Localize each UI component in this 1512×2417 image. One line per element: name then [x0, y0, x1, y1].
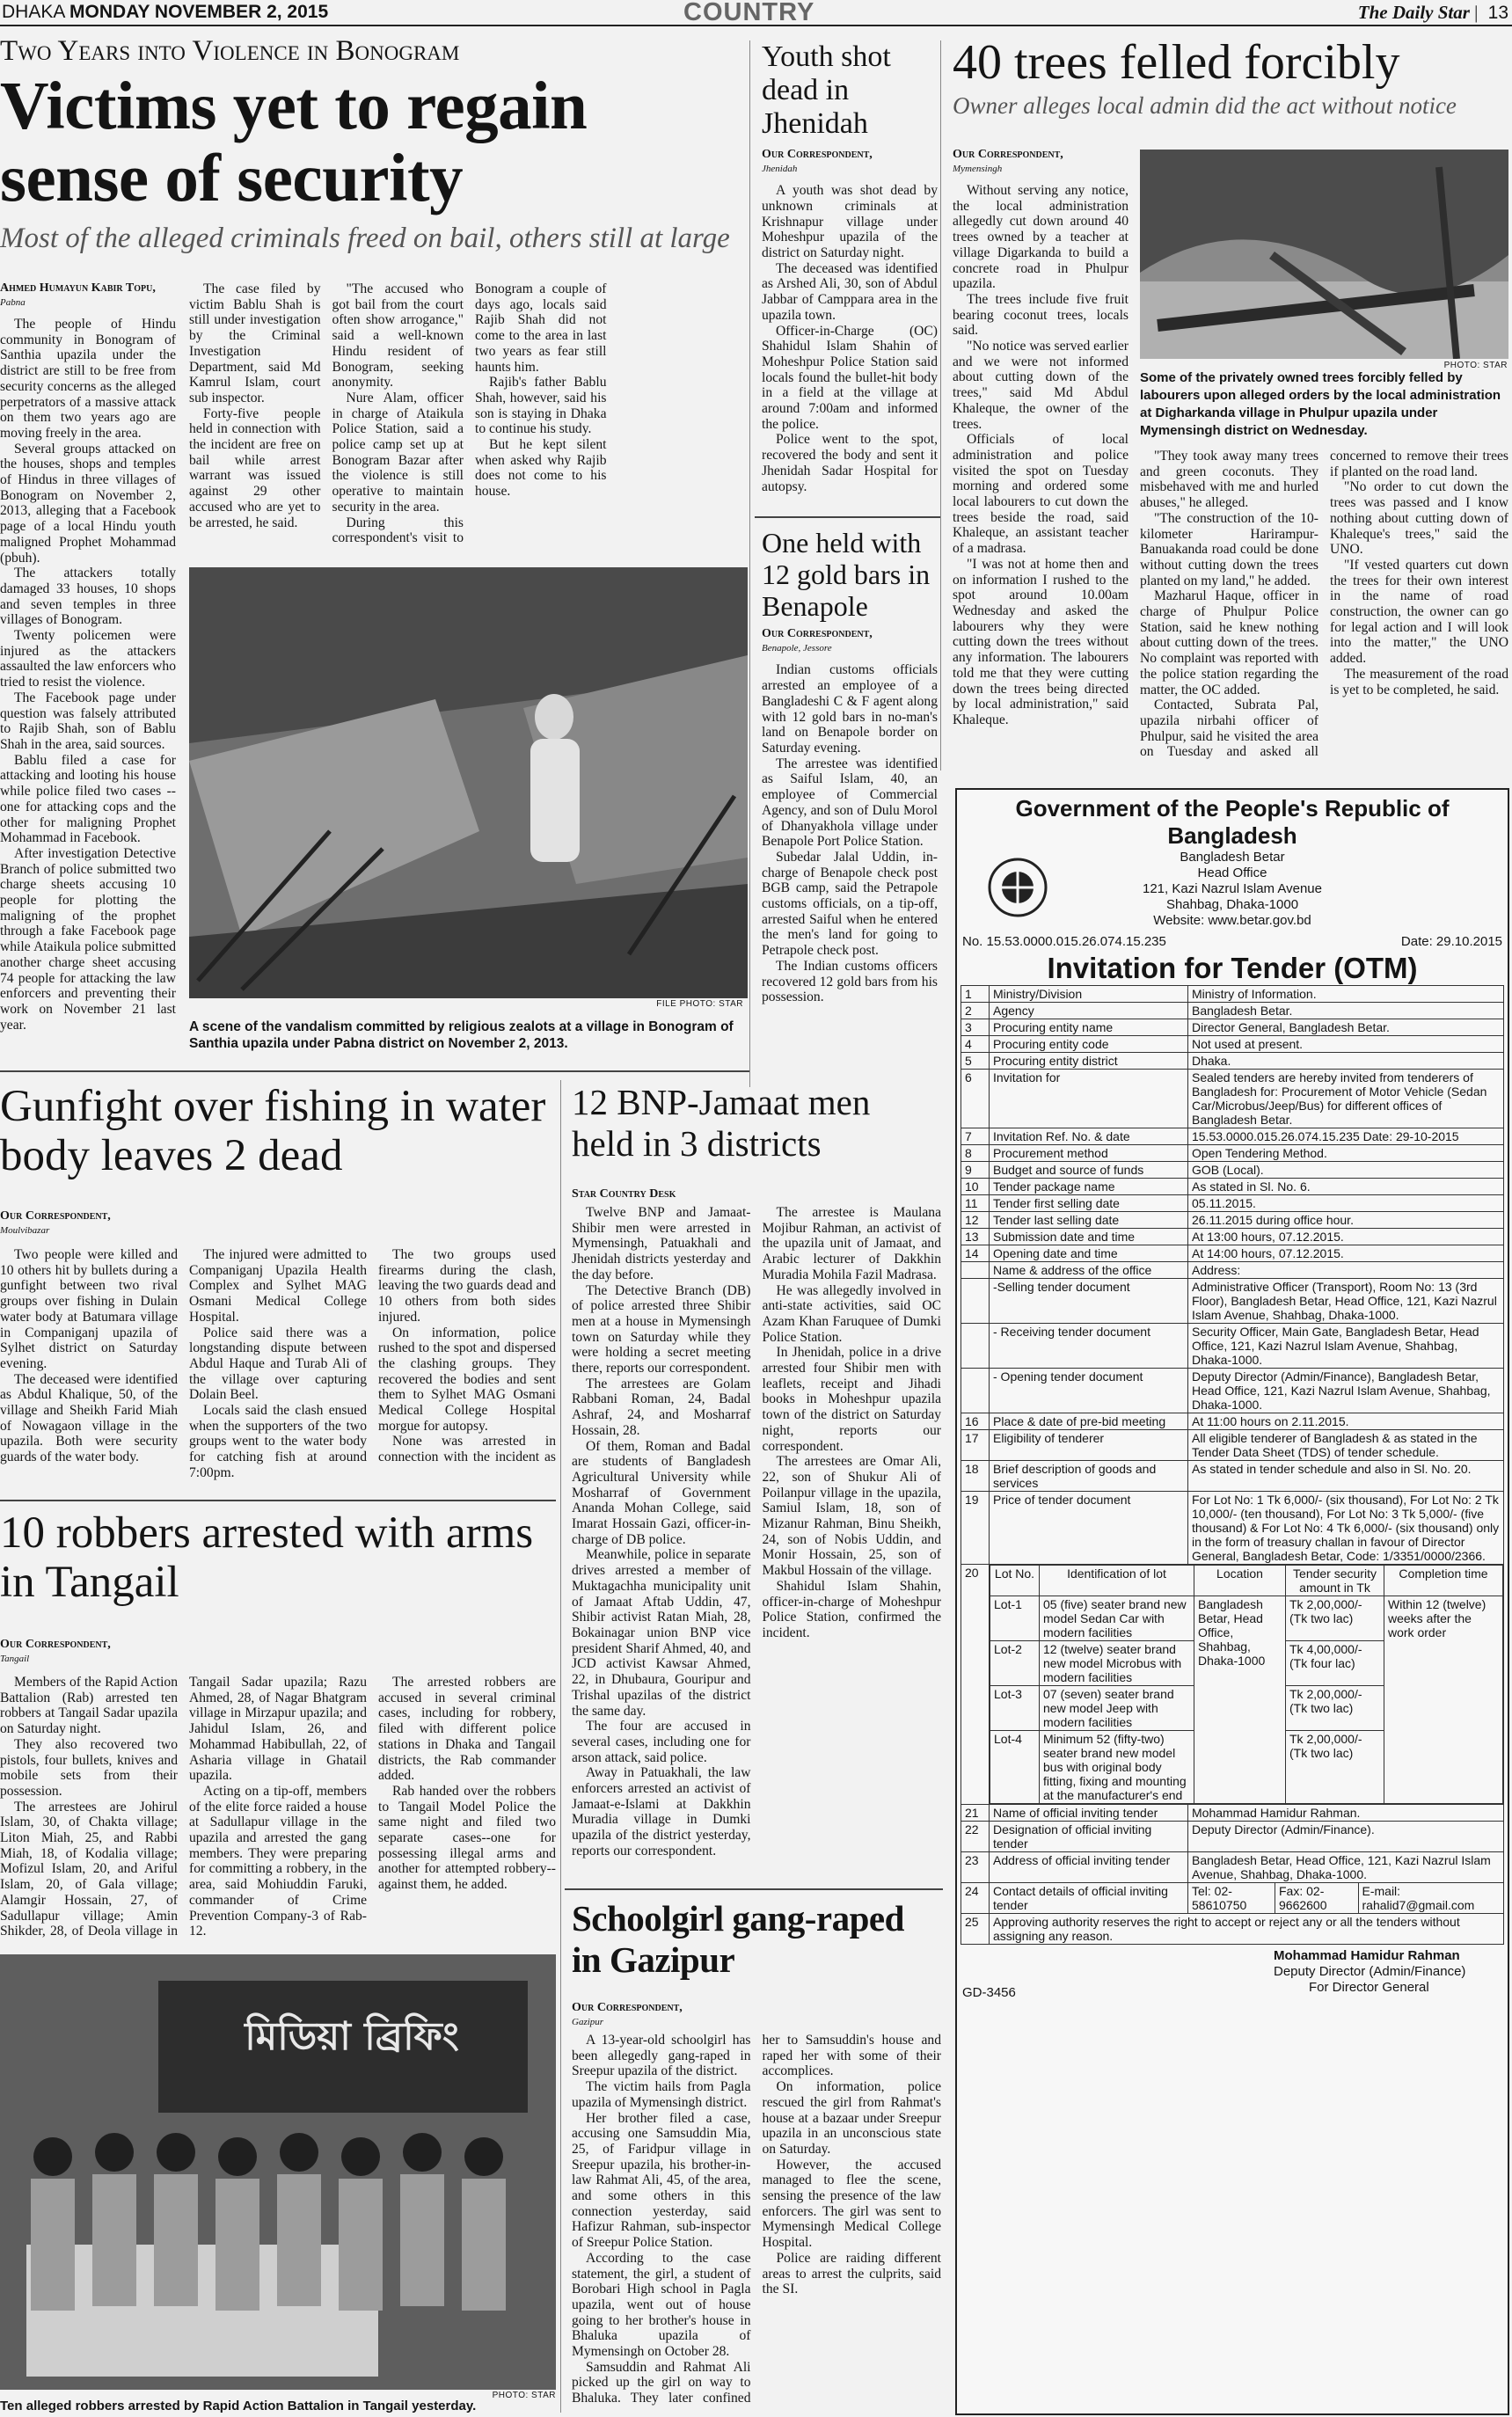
article-deck: Most of the alleged criminals freed on bail, others still at large	[0, 223, 730, 255]
tender-row	[961, 1195, 1504, 1212]
tender-row	[961, 986, 1504, 1003]
article-body: A youth was shot dead by unknown criminals at Krishnapur village under Moheshpur upazila of the district on Saturday night. The deceased was identified as Arshed Ali, 30, son of Abdul Jabbar of Camppara area in the upazila town. Officer-in-Charge (OC) Shahidul Islam Shahin of Moheshpur Police Station said locals found the bullet-hit body in a field at the village at around 7:00am and informed the police. Police went to the spot, recovered the body and sent it Jhenidah Sadar Hospital for autopsy.	[762, 183, 938, 494]
tender-row	[961, 1245, 1504, 1262]
ad-date: Date: 29.10.2015	[1400, 934, 1502, 949]
ad-city: Shahbag, Dhaka-1000	[1165, 897, 1299, 912]
row-field: - Opening tender document	[990, 1369, 1188, 1413]
vandalism-photo	[189, 567, 748, 998]
lot-description: Minimum 52 (fifty-two) seater brand new model bus with original body fitting, fixing and mounting at the manufacturer's end	[1040, 1731, 1194, 1804]
row-field: Name & address of the office	[990, 1262, 1188, 1279]
lot-header-row	[990, 1566, 1503, 1596]
row-field: - Receiving tender document	[990, 1324, 1188, 1369]
row-field: Tender package name	[990, 1179, 1188, 1195]
lot-row	[961, 1564, 1504, 1805]
photo-caption: Some of the privately owned trees forcibly felled by labourers upon alleged orders by the local administration at Digharkanda village in Phulpur upazila under Mymensingh district on Wednesday.	[1140, 370, 1501, 438]
row-value: As stated in Sl. No. 6.	[1188, 1179, 1504, 1195]
article-byline: Our Correspondent, Gazipur	[572, 2001, 748, 2029]
row-number	[961, 1369, 990, 1413]
trees-photo	[1140, 150, 1508, 359]
lot-number: Lot-4	[990, 1731, 1040, 1804]
row-field: Budget and source of funds	[990, 1162, 1188, 1179]
article-byline: Our Correspondent, Moulvibazar	[0, 1209, 176, 1238]
lot-location: Bangladesh Betar, Head Office, Shahbag, Dhaka-1000	[1194, 1596, 1286, 1804]
briefing-banner: মিডিয়া ব্রিফিং	[245, 2014, 459, 2059]
row-field: Submission date and time	[990, 1229, 1188, 1245]
photo-credit: FILE PHOTO: STAR	[656, 999, 743, 1009]
row-value: Bangladesh Betar, Head Office, 121, Kazi Nazrul Islam Avenue, Shahbag, Dhaka-1000.	[1188, 1852, 1504, 1883]
row-field: Agency	[990, 1003, 1188, 1019]
gazipur-body: A 13-year-old schoolgirl has been allegedly gang-raped in Sreepur upazila of the district. The victim hails from Pagla upazila of Mymensingh district. Her brother filed a case, accusing one Samsuddin Mia, 25, of Faridpur village in Sreepur upazila, his brother-in-law Rahmat Ali, 45, of the area, and some others in this connection yesterday, said Hafizur Rahman, sub-inspector of Sreepur Police Station. According to the case statement, the girl, a student of Borobari High school in Pagla upazila, went out of house going to her brother's house in Bhaluka upazila of Mymensingh on October 28. Samsuddin and Rahmat Ali picked up the girl on way to Bhaluka. They later confined her to Samsuddin's house and raped her with some of their accomplices. On information, police rescued the girl from Rahmat's house at a bazaar under Sreepur upazila in an unconscious state on Saturday. However, the accused managed to flee the scene, sensing the presence of the law enforcers. The girl was sent to Mymensingh Medical College Hospital. Police are raiding different areas to arrest the culprits, said the SI.	[572, 2033, 941, 2406]
lot-completion: Within 12 (twelve) weeks after the work order	[1384, 1596, 1503, 1804]
betar-emblem-icon	[987, 857, 1048, 918]
header-dateline	[2, 2, 328, 23]
row-value: Not used at present.	[1188, 1036, 1504, 1053]
tender-rows	[961, 1804, 1504, 1883]
ad-letterhead	[957, 850, 1508, 952]
contact-row	[961, 1882, 1504, 1914]
row-number: 1	[961, 986, 990, 1003]
row-field: Tender last selling date	[990, 1212, 1188, 1229]
row-field: Invitation Ref. No. & date	[990, 1128, 1188, 1145]
article-byline: Our Correspondent, Tangail	[0, 1638, 176, 1666]
article-dateline: Jhenidah	[762, 164, 798, 175]
row-value: Deputy Director (Admin/Finance), Bangladesh Betar, Head Office, 121, Kazi Nazrul Islam Avenue, Shahbag, Dhaka-1000.	[1188, 1369, 1504, 1413]
lot-security: Tk 2,00,000/- (Tk two lac)	[1286, 1686, 1384, 1731]
column-rule	[749, 40, 750, 1087]
tender-row	[961, 1145, 1504, 1162]
article-dateline: Moulvibazar	[0, 1225, 50, 1236]
gazipur-article	[572, 1898, 941, 1995]
lot-description: 12 (twelve) seater brand new model Microbus with modern facilities	[1040, 1641, 1194, 1686]
row-number	[961, 1262, 990, 1279]
article-dateline: Benapole, Jessore	[762, 643, 832, 654]
contact-tel: Tel: 02-58610750	[1188, 1883, 1275, 1914]
signatory-for: For Director General	[1309, 1980, 1429, 1995]
article-byline: Ahmed Humayun Kabir Topu, Pabna	[0, 281, 176, 310]
row-number: 19	[961, 1492, 990, 1565]
row-value: GOB (Local).	[1188, 1162, 1504, 1179]
row-number: 14	[961, 1245, 990, 1262]
tender-row	[961, 1262, 1504, 1279]
signatory-name: Mohammad Hamidur Rahman	[1274, 1948, 1460, 1963]
row-field: -Selling tender document	[990, 1279, 1188, 1324]
felled-trees-illustration	[1140, 150, 1508, 359]
row-number: 25	[961, 1914, 990, 1945]
tender-row	[961, 1805, 1504, 1822]
tender-row	[961, 1128, 1504, 1145]
row-value: Deputy Director (Admin/Finance).	[1188, 1822, 1504, 1852]
row-field: Place & date of pre-bid meeting	[990, 1413, 1188, 1430]
row-number	[961, 1279, 990, 1324]
signature-block	[957, 1945, 1508, 2006]
row-field: Address of official inviting tender	[990, 1852, 1188, 1883]
paper-logo: The Daily Star	[1357, 2, 1470, 23]
ad-government: Government of the People's Republic of Bangladesh	[1015, 795, 1450, 849]
row-value: Security Officer, Main Gate, Bangladesh Betar, Head Office, 121, Kazi Nazrul Islam Avenue, Shahbag, Dhaka-1000.	[1188, 1324, 1504, 1369]
lot-number: Lot-1	[990, 1596, 1040, 1641]
row-number: 20	[961, 1565, 990, 1805]
robbers-photo	[0, 1954, 556, 2390]
row-value: Director General, Bangladesh Betar.	[1188, 1019, 1504, 1036]
article-dateline: Pabna	[0, 297, 26, 308]
row-value: 15.53.0000.015.26.074.15.235 Date: 29-10-2015	[1188, 1128, 1504, 1145]
lot-header: Location	[1194, 1566, 1286, 1596]
section-rule	[0, 1500, 556, 1501]
row-field: Brief description of goods and services	[990, 1461, 1188, 1492]
tender-row	[961, 1036, 1504, 1053]
lot-description: 07 (seven) seater brand new model Jeep with modern facilities	[1040, 1686, 1194, 1731]
trees-body-col1: Without serving any notice, the local administration allegedly cut down around 40 trees owned by a teacher at village Digarkanda to build a concrete road in Phulpur upazila. The trees include five fruit bearing coconut trees, locals said. "No notice was served earlier and we were not informed about cutting down of the trees," said Md Abdul Khaleque, the owner of the trees. Officials of local administration and police visited the spot on Tuesday morning and ordered some local labourers to cut down the trees beside the road, said Khaleque, an assistant teacher of a madrasa. "I was not at home then and on information I rushed to the spot around 10.00am Wednesday and asked the labourers why they were cutting down the trees without any information. The labourers told me that they were cutting down the trees being directed by local administration," said Khaleque.	[953, 183, 1129, 727]
row-value: Address:	[1188, 1262, 1504, 1279]
section-rule	[565, 1888, 943, 1890]
signatory-title: Deputy Director (Admin/Finance)	[1274, 1964, 1466, 1979]
row-field: Procuring entity code	[990, 1036, 1188, 1053]
article-headline: 40 trees felled forcibly	[953, 35, 1400, 90]
tender-row	[961, 1162, 1504, 1179]
article-body-col1: The people of Hindu community in Bonogram of Santhia upazila under the district are still to be free from security concerns as the alleged perpetrators of a massive attack on them two years ago are moving freely in the area. Several groups attacked on the houses, shops and temples of Hindus in three villages of Bonogram on November 2, 2013, alleging that a Facebook page of a local Hindu youth maligned Prophet Mohammad (pbuh). The attackers totally damaged 33 houses, 10 shops and seven temples in three villages of Bonogram. Twenty policemen were injured as the attackers assaulted the law enforcers who tried to resist the violence. The Facebook page under question was falsely attributed to Rajib Shah, son of Bablu Shah in the area, said sources. Bablu filed a case for attacking and looting his house while police filed two cases -- one for attacking cops and the other for maligning Prophet Mohammad in Facebook. After investigation Detective Branch of police submitted two charge sheets accusing 10 people for plotting the maligning of the prophet through a fake Facebook page while Ataikula police submitted another charge sheet accusing 74 people for attacking the law enforcers and preventing their work on November 21 last year.	[0, 317, 176, 1033]
photo-caption: A scene of the vandalism committed by religious zealots at a village in Bonogram of Santhia upazila under Pabna district on November 2, 2013.	[189, 1019, 734, 1051]
lot-header: Lot No.	[990, 1566, 1040, 1596]
tender-row	[961, 1279, 1504, 1324]
article-byline: Our Correspondent, Mymensingh	[953, 148, 1129, 176]
lot-header: Completion time	[1384, 1566, 1503, 1596]
row-number	[961, 1324, 990, 1369]
row-value: Dhaka.	[1188, 1053, 1504, 1070]
article-headline: Gunfight over fishing in water body leaves 2 dead	[0, 1082, 546, 1180]
article-body-top: The case filed by victim Bablu Shah is still under investigation by the Criminal Investigation Department, said Md Kamrul Islam, court sub inspector. Forty-five people held in connection with the incident are free on bail while arrest warrant was issued against 29 other accused who are yet to be arrested, he said. "The accused who got bail from the court often show arrogance," said a well-known Hindu resident of Bonogram, seeking anonymity. Nure Alam, officer in charge of Ataikula Police Station, said a police camp set up at Bonogram Bazar after the violence is still operative to maintain security in the area. During this correspondent's visit to Bonogram a couple of days ago, locals said Rajib Shah did not come to the area in last two years as fear still haunts him. Rajib's father Bablu Shah, however, said his son is staying in Dhaka to continue his study. But he kept silent when asked why Rajib does not come to his house.	[189, 281, 607, 546]
page-number: 13	[1487, 3, 1508, 23]
row-field: Procuring entity name	[990, 1019, 1188, 1036]
row-field: Opening date and time	[990, 1245, 1188, 1262]
article-headline: Schoolgirl gang-raped in Gazipur	[572, 1898, 904, 1980]
row-value: At 13:00 hours, 07.12.2015.	[1188, 1229, 1504, 1245]
lot-number: Lot-3	[990, 1686, 1040, 1731]
row-number: 2	[961, 1003, 990, 1019]
row-number: 16	[961, 1413, 990, 1430]
row-value: 26.11.2015 during office hour.	[1188, 1212, 1504, 1229]
row-number: 21	[961, 1805, 990, 1822]
trees-body-cols: "They took away many trees and green coconuts. They misbehaved with me and hurled abuses," he alleged. "The construction of the 10-kilometer Harirampur-Banuakanda road could be done without cutting down the trees planted on my land," he added. Mazharul Haque, officer in charge of Phulpur Police Station, said he knew nothing about cutting down of the trees. No complaint was reported with the police station regarding the matter, the OC added. Contacted, Subrata Pal, upazila nirbahi officer of Phulpur, said he visited the area on Tuesday and asked all concerned to remove their trees if planted on the road land. "No order to cut down the trees was passed and I know nothing about cutting down of Khaleque's trees," said the UNO. "If vested quarters cut down the trees for their own interest in the name of road construction, the owner can go for legal action and I will look into the matter," the UNO added. The measurement of the road is yet to be completed, he said.	[1140, 449, 1508, 760]
tender-row	[961, 1229, 1504, 1245]
row-value: Approving authority reserves the right to accept or reject any or all the tenders without assigning any reason.	[990, 1914, 1504, 1945]
ad-website: Website: www.betar.gov.bd	[1153, 913, 1311, 928]
row-field: Name of official inviting tender	[990, 1805, 1188, 1822]
tender-notice	[955, 788, 1509, 2415]
row-field: Contact details of official inviting tender	[990, 1883, 1188, 1914]
row-number: 22	[961, 1822, 990, 1852]
tender-row	[961, 1413, 1504, 1430]
row-number: 12	[961, 1212, 990, 1229]
article-dateline: Tangail	[0, 1654, 30, 1664]
row-number: 10	[961, 1179, 990, 1195]
column-rule	[560, 1080, 561, 2413]
header-date: MONDAY NOVEMBER 2, 2015	[69, 2, 329, 22]
row-number: 11	[961, 1195, 990, 1212]
row-value: Bangladesh Betar.	[1188, 1003, 1504, 1019]
tender-table	[957, 985, 1508, 1945]
lot-description: 05 (five) seater brand new model Sedan Car with modern facilities	[1040, 1596, 1194, 1641]
article-headline: One held with 12 gold bars in Benapole	[762, 528, 931, 622]
row-number: 3	[961, 1019, 990, 1036]
ad-address: 121, Kazi Nazrul Islam Avenue	[1142, 881, 1322, 896]
row-field: Ministry/Division	[990, 986, 1188, 1003]
row-number: 17	[961, 1430, 990, 1461]
row-number: 23	[961, 1852, 990, 1883]
row-value: For Lot No: 1 Tk 6,000/- (six thousand), For Lot No: 2 Tk 10,000/- (ten thousand), For Lot No: 3 Tk 5,000/- (five thousand) & For Lot No: 4 Tk 6,000/- (six thousand) only in the form of treasury challan in favour of Director General, Bangladesh Betar, Code: 1/3351/0000/2366.	[1188, 1492, 1504, 1565]
row-value: At 11:00 hours on 2.11.2015.	[1188, 1413, 1504, 1430]
contact-fax: Fax: 02-9662600	[1275, 1883, 1359, 1914]
row-field: Tender first selling date	[990, 1195, 1188, 1212]
photo-credit: PHOTO: STAR	[1443, 361, 1508, 370]
bnp-article	[572, 1082, 941, 1179]
row-value: At 14:00 hours, 07.12.2015.	[1188, 1245, 1504, 1262]
article-byline: Our Correspondent, Jhenidah	[762, 148, 938, 176]
lot-security: Tk 2,00,000/- (Tk two lac)	[1286, 1596, 1384, 1641]
lot-number: Lot-2	[990, 1641, 1040, 1686]
row-number: 9	[961, 1162, 990, 1179]
section-rule	[755, 516, 940, 518]
tender-row	[961, 1212, 1504, 1229]
vandalism-illustration	[189, 567, 748, 998]
photo-caption: Ten alleged robbers arrested by Rapid Action Battalion in Tangail yesterday.	[0, 2399, 477, 2413]
gd-number: GD-3456	[962, 1985, 1016, 2000]
ad-ref-number: No. 15.53.0000.015.26.074.15.235	[962, 934, 1166, 949]
photo-credit: PHOTO: STAR	[492, 2391, 556, 2400]
row-field: Eligibility of tenderer	[990, 1430, 1188, 1461]
contact-email: E-mail: rahalid7@gmail.com	[1358, 1883, 1504, 1914]
article-body: Indian customs officials arrested an employee of a Bangladeshi C & F agent along with 12 gold bars in no-man's land on Benapole border on Saturday evening. The arrestee was identified as Saiful Islam, 40, an employee of Commercial Agency, and son of Dulu Morol of Dhanyakhola village under Benapole Port Police Station. Subedar Jalal Uddin, in-charge of Benapole check post BGB camp, said the Petrapole customs officials, on a tip-off, arrested Saiful when he entered the men's land for going to Petrapole check post. The Indian customs officers recovered 12 gold bars from his possession.	[762, 662, 938, 1005]
row-number: 24	[961, 1883, 990, 1914]
row-number: 8	[961, 1145, 990, 1162]
ad-org: Bangladesh Betar	[1180, 850, 1285, 865]
article-dateline: Mymensingh	[953, 164, 1003, 174]
article-dateline: Gazipur	[572, 2017, 604, 2027]
tender-row	[961, 1324, 1504, 1369]
row-number: 5	[961, 1053, 990, 1070]
row-number: 7	[961, 1128, 990, 1145]
benapole-article	[762, 528, 938, 1064]
ad-office: Head Office	[1197, 865, 1267, 880]
tender-row	[961, 1053, 1504, 1070]
column-rule	[940, 40, 941, 770]
row-value: Administrative Officer (Transport), Room No: 13 (3rd Floor), Bangladesh Betar, Head Office, 121, Kazi Nazrul Islam Avenue, Shahbag, Dhaka-1000.	[1188, 1279, 1504, 1324]
gunfight-body: Two people were killed and 10 others hit by bullets during a gunfight between two rival groups over fishing in Dulain water body at Batumara village in Companiganj upazila of Sylhet district on Saturday evening. The deceased were identified as Abdul Khalique, 50, of the village and Sheikh Farid Miah of Nowagaon village in the upazila. Both were security guards of the water body. The injured were admitted to Companiganj Upazila Health Complex and Sylhet MAG Osmani Medical College Hospital. Police said there was a longstanding dispute between Abdul Haque and Turab Ali of the village over capturing Dolain Beel. Locals said the clash ensued when the supporters of the two groups went to the water body for catching fish at around 7:00pm. The two groups used firearms during the clash, leaving the two guards dead and 10 others from both sides injured. On information, police rushed to the spot and dispersed the clashing groups. They recovered the bodies and sent them to Sylhet MAG Osmani Medical College Hospital morgue for autopsy. None was arrested in connection with the incident as	[0, 1247, 556, 1480]
trees-article	[953, 35, 1512, 132]
tender-row	[961, 1430, 1504, 1461]
jhenidah-article	[762, 40, 938, 515]
header-masthead: The Daily Star | 13	[1357, 2, 1508, 23]
article-headline: Victims yet to regain sense of security	[0, 68, 588, 215]
page-header	[0, 0, 1512, 26]
row-number: 18	[961, 1461, 990, 1492]
tender-row	[961, 1492, 1504, 1565]
robbers-article	[0, 1508, 556, 1614]
row-field: Designation of official inviting tender	[990, 1822, 1188, 1852]
article-byline: Our Correspondent, Benapole, Jessore	[762, 627, 938, 655]
tender-rows	[961, 985, 1504, 1565]
tender-row	[961, 1019, 1504, 1036]
tender-row	[961, 1822, 1504, 1852]
row-value: Sealed tenders are hereby invited from tenderers of Bangladesh for: Procurement of Motor Vehicle (Sedan Car/Microbus/Jeep/Bus) for different offices of Bangladesh Betar.	[1188, 1070, 1504, 1128]
tender-title: Invitation for Tender (OTM)	[1047, 952, 1418, 984]
tender-row	[961, 1003, 1504, 1019]
tender-row	[961, 1070, 1504, 1128]
tender-row	[961, 1461, 1504, 1492]
article-kicker: Two Years into Violence in Bonogram	[0, 35, 460, 67]
row-value: Mohammad Hamidur Rahman.	[1188, 1805, 1504, 1822]
row-field: Price of tender document	[990, 1492, 1188, 1565]
row-field: Procurement method	[990, 1145, 1188, 1162]
lot-header: Tender security amount in Tk	[1286, 1566, 1384, 1596]
row-field: Invitation for	[990, 1070, 1188, 1128]
robbers-body: Members of the Rapid Action Battalion (Rab) arrested ten robbers at Tangail Sadar upazila on Saturday night. They also recovered two pistols, four bullets, knives and mobile sets from their possession. The arrestees are Johirul Islam, 30, of Chakta village; Liton Miah, 25, and Rabbi Miah, 18, of Kodalia village; Mofizul Islam, 20, and Ariful Islam, 20, of Gala village; Alamgir Hossain, 27, of Sadullapur village; Amin Shikder, 28, of Deola village in Tangail Sadar upazila; Razu Ahmed, 28, of Nagar Bhatgram village in Mirzapur upazila; and Jahidul Islam, 26, and Mohammad Habibullah, 22, of Asharia village in Ghatail upazila. Acting on a tip-off, members of the elite force raided a house at Sadullapur village in the upazila and arrested the gang members. They were preparing for committing a robbery, in the area, said Mohiuddin Faruki, commander of Crime Prevention Company-3 of Rab-12. The arrested robbers are accused in several criminal cases, including for robbery, filed with different police stations in Dhaka and Tangail districts, the Rab commander added. Rab handed over the robbers to Tangail Model Police the same night and filed two separate cases--one for possessing illegal arms and another for attempted robbery-- against them, he added.	[0, 1675, 556, 1939]
lot-security: Tk 2,00,000/- (Tk two lac)	[1286, 1731, 1384, 1804]
row-value: Ministry of Information.	[1188, 986, 1504, 1003]
row-field: Procuring entity district	[990, 1053, 1188, 1070]
tender-row	[961, 1852, 1504, 1883]
tender-row	[961, 1179, 1504, 1195]
row-number: 13	[961, 1229, 990, 1245]
lot-security: Tk 4,00,000/- (Tk four lac)	[1286, 1641, 1384, 1686]
row-value: All eligible tenderer of Bangladesh & as stated in the Tender Data Sheet (TDS) of tender schedule.	[1188, 1430, 1504, 1461]
lot-row-item	[990, 1596, 1503, 1641]
article-headline: Youth shot dead in Jhenidah	[762, 40, 891, 141]
header-city: DHAKA	[2, 2, 65, 22]
row-25	[961, 1913, 1504, 1945]
article-byline: Star Country Desk	[572, 1187, 676, 1201]
lot-header: Identification of lot	[1040, 1566, 1194, 1596]
article-deck: Owner alleges local admin did the act without notice	[953, 91, 1457, 119]
row-number: 4	[961, 1036, 990, 1053]
row-number: 6	[961, 1070, 990, 1128]
article-headline: 12 BNP-Jamaat men held in 3 districts	[572, 1082, 871, 1164]
row-value: Open Tendering Method.	[1188, 1145, 1504, 1162]
article-headline: 10 robbers arrested with arms in Tangail	[0, 1508, 534, 1607]
tender-row	[961, 1369, 1504, 1413]
bnp-body: Twelve BNP and Jamaat-Shibir men were arrested in Mymensingh, Patuakhali and Jhenidah districts yesterday and the day before. The Detective Branch (DB) of police arrested three Shibir men at a house in Mymensingh town on Saturday while they were holding a secret meeting there, reports our correspondent. The arrestees are Golam Rabbani Roman, 24, Badal Ashraf, 24, and Mosharraf Hossain, 28. Of them, Roman and Badal are students of Bangladesh Agricultural University while Mosharraf of Government Ananda Mohan College, said Imarat Hossain Gazi, officer-in-charge of DB police. Meanwhile, police in separate drives arrested a member of Muktagachha municipality unit of Jamaat Aftab Uddin, 47, Shibir activist Ratan Miah, 28, Bokainagar union BNP vice president Sharif Ahmed, 40, and JCD activist Kawsar Ahmed, 22, in Dhubaura, Gouripur and Trishal upazilas of the district the same day. The four are accused in several cases, including one for arson attack, said police. Away in Patuakhali, the law enforcers arrested an activist of Jamaat-e-Islami at Dakkhin Muradia village in Dumki upazila of the district yesterday, reports our correspondent. The arrestee is Maulana Mojibur Rahman, an activist of the upazila unit of Jamaat, and Arabic lecturer of Dakkhin Muradia Mohila Fazil Madrasa. He was allegedly involved in anti-state activities, said OC Azam Khan Faruquee of Dumki Police Station. In Jhenidah, police in a drive arrested four Shibir men with leaflets, receipt and Jihadi books in Moheshpur upazila town of the district on Saturday night, reports our correspondent. The arrestees are Omar Ali, 22, son of Shukur Ali of Poilanpur village in the upazila, Samiul Islam, 18, son of Mizanur Rahman, Binu Sheikh, 24, son of Nobis Uddin, and Monir Hossain, 25, son of Makbul Hossain of the village. Shahidul Islam Shahin, officer-in-charge of Moheshpur Police Station, confirmed the incident.	[572, 1205, 941, 1858]
row-value: As stated in tender schedule and also in Sl. No. 20.	[1188, 1461, 1504, 1492]
row-value: 05.11.2015.	[1188, 1195, 1504, 1212]
section-name: COUNTRY	[683, 0, 815, 26]
lot-table	[990, 1565, 1503, 1804]
